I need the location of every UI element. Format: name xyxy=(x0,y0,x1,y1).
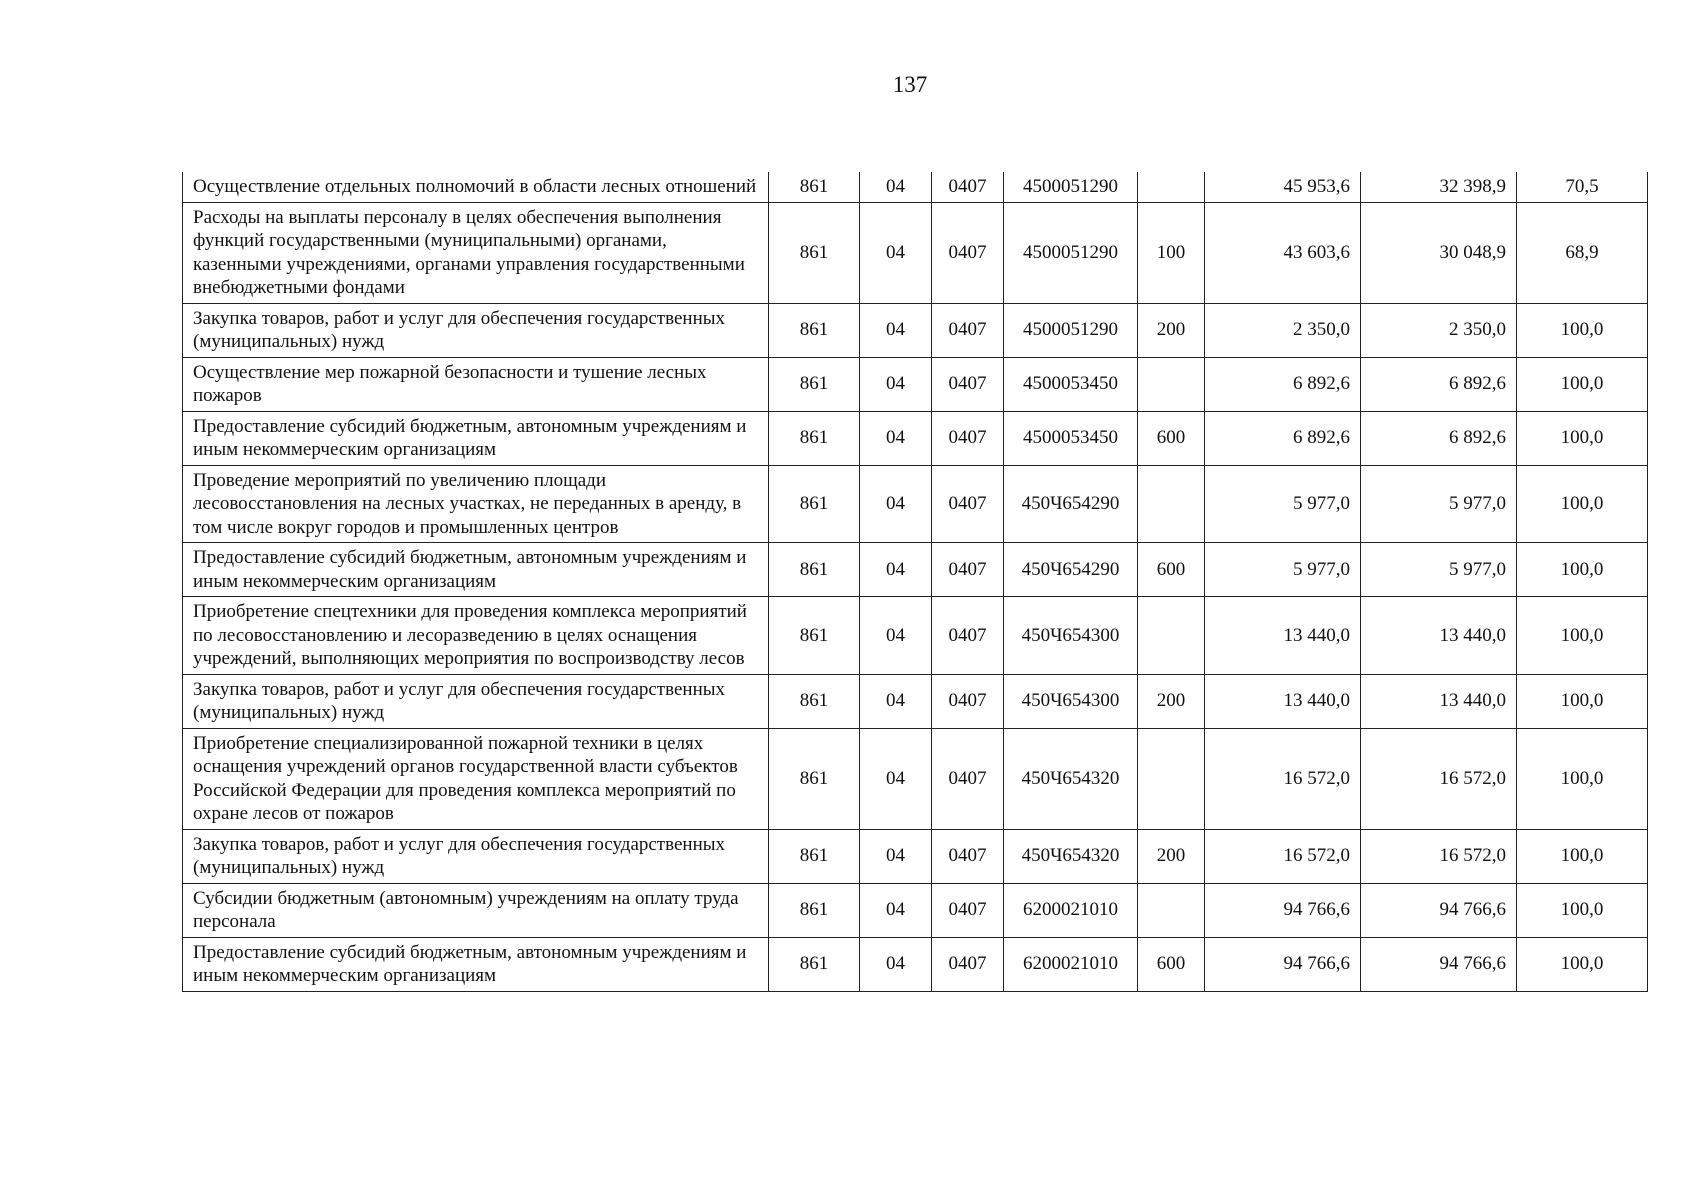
cell-actual-amount: 5 977,0 xyxy=(1361,543,1517,597)
cell-section: 04 xyxy=(860,674,932,728)
cell-glava: 861 xyxy=(769,728,860,829)
cell-expense-type xyxy=(1138,172,1205,202)
table-row xyxy=(183,172,1648,202)
cell-percent: 100,0 xyxy=(1517,465,1648,543)
cell-planned-amount: 5 977,0 xyxy=(1205,543,1361,597)
cell-target-article: 4500053450 xyxy=(1004,411,1138,465)
cell-expense-type: 600 xyxy=(1138,937,1205,991)
cell-expense-type: 200 xyxy=(1138,829,1205,883)
cell-percent: 68,9 xyxy=(1517,202,1648,303)
cell-expense-type xyxy=(1138,357,1205,411)
cell-subsection: 0407 xyxy=(932,597,1004,675)
cell-glava: 861 xyxy=(769,411,860,465)
cell-subsection: 0407 xyxy=(932,202,1004,303)
table-row xyxy=(183,357,1648,411)
cell-section: 04 xyxy=(860,728,932,829)
cell-description: Проведение мероприятий по увеличению площади лесовосстановления на лесных участках, не переданных в аренду, в том числе вокруг городов и промышленных центров xyxy=(183,465,769,543)
table-row xyxy=(183,543,1648,597)
cell-target-article: 450Ч654290 xyxy=(1004,465,1138,543)
cell-planned-amount: 43 603,6 xyxy=(1205,202,1361,303)
cell-subsection: 0407 xyxy=(932,829,1004,883)
table-row xyxy=(183,597,1648,675)
cell-expense-type xyxy=(1138,597,1205,675)
cell-section: 04 xyxy=(860,411,932,465)
cell-description: Приобретение спецтехники для проведения комплекса мероприятий по лесовосстановлению и лесоразведению в целях оснащения учреждений, выполняющих мероприятия по воспроизводству лесов xyxy=(183,597,769,675)
cell-percent: 100,0 xyxy=(1517,829,1648,883)
cell-subsection: 0407 xyxy=(932,172,1004,202)
table-row xyxy=(183,202,1648,303)
cell-actual-amount: 16 572,0 xyxy=(1361,728,1517,829)
table-row xyxy=(183,728,1648,829)
cell-description: Закупка товаров, работ и услуг для обеспечения государственных (муниципальных) нужд xyxy=(183,829,769,883)
cell-subsection: 0407 xyxy=(932,883,1004,937)
cell-planned-amount: 13 440,0 xyxy=(1205,597,1361,675)
table-row xyxy=(183,465,1648,543)
cell-target-article: 6200021010 xyxy=(1004,937,1138,991)
cell-target-article: 4500051290 xyxy=(1004,172,1138,202)
cell-subsection: 0407 xyxy=(932,728,1004,829)
cell-actual-amount: 13 440,0 xyxy=(1361,674,1517,728)
cell-actual-amount: 13 440,0 xyxy=(1361,597,1517,675)
cell-planned-amount: 2 350,0 xyxy=(1205,303,1361,357)
cell-section: 04 xyxy=(860,303,932,357)
cell-subsection: 0407 xyxy=(932,465,1004,543)
cell-glava: 861 xyxy=(769,543,860,597)
cell-subsection: 0407 xyxy=(932,674,1004,728)
cell-glava: 861 xyxy=(769,674,860,728)
cell-target-article: 450Ч654320 xyxy=(1004,829,1138,883)
cell-planned-amount: 16 572,0 xyxy=(1205,728,1361,829)
cell-description: Субсидии бюджетным (автономным) учреждениям на оплату труда персонала xyxy=(183,883,769,937)
cell-actual-amount: 94 766,6 xyxy=(1361,937,1517,991)
cell-target-article: 4500051290 xyxy=(1004,202,1138,303)
cell-subsection: 0407 xyxy=(932,411,1004,465)
cell-section: 04 xyxy=(860,597,932,675)
cell-percent: 70,5 xyxy=(1517,172,1648,202)
cell-planned-amount: 94 766,6 xyxy=(1205,937,1361,991)
cell-description: Закупка товаров, работ и услуг для обеспечения государственных (муниципальных) нужд xyxy=(183,674,769,728)
cell-section: 04 xyxy=(860,357,932,411)
cell-glava: 861 xyxy=(769,202,860,303)
cell-expense-type xyxy=(1138,883,1205,937)
cell-section: 04 xyxy=(860,883,932,937)
cell-actual-amount: 2 350,0 xyxy=(1361,303,1517,357)
cell-section: 04 xyxy=(860,172,932,202)
cell-expense-type: 600 xyxy=(1138,543,1205,597)
cell-actual-amount: 6 892,6 xyxy=(1361,357,1517,411)
cell-glava: 861 xyxy=(769,357,860,411)
table-row xyxy=(183,937,1648,991)
cell-percent: 100,0 xyxy=(1517,411,1648,465)
cell-description: Предоставление субсидий бюджетным, автономным учреждениям и иным некоммерческим организациям xyxy=(183,411,769,465)
cell-section: 04 xyxy=(860,829,932,883)
cell-planned-amount: 5 977,0 xyxy=(1205,465,1361,543)
cell-percent: 100,0 xyxy=(1517,597,1648,675)
cell-subsection: 0407 xyxy=(932,543,1004,597)
cell-description: Предоставление субсидий бюджетным, автономным учреждениям и иным некоммерческим организациям xyxy=(183,937,769,991)
cell-planned-amount: 45 953,6 xyxy=(1205,172,1361,202)
cell-subsection: 0407 xyxy=(932,303,1004,357)
cell-actual-amount: 6 892,6 xyxy=(1361,411,1517,465)
cell-planned-amount: 6 892,6 xyxy=(1205,411,1361,465)
cell-expense-type: 600 xyxy=(1138,411,1205,465)
cell-glava: 861 xyxy=(769,829,860,883)
cell-expense-type xyxy=(1138,728,1205,829)
cell-percent: 100,0 xyxy=(1517,883,1648,937)
cell-section: 04 xyxy=(860,543,932,597)
table-row xyxy=(183,829,1648,883)
cell-target-article: 450Ч654300 xyxy=(1004,674,1138,728)
budget-table xyxy=(182,172,1648,992)
table-row xyxy=(183,411,1648,465)
cell-percent: 100,0 xyxy=(1517,674,1648,728)
cell-percent: 100,0 xyxy=(1517,303,1648,357)
table-row xyxy=(183,303,1648,357)
cell-subsection: 0407 xyxy=(932,357,1004,411)
cell-target-article: 4500051290 xyxy=(1004,303,1138,357)
cell-planned-amount: 94 766,6 xyxy=(1205,883,1361,937)
cell-percent: 100,0 xyxy=(1517,357,1648,411)
cell-planned-amount: 13 440,0 xyxy=(1205,674,1361,728)
table-row xyxy=(183,883,1648,937)
cell-glava: 861 xyxy=(769,303,860,357)
cell-percent: 100,0 xyxy=(1517,728,1648,829)
table-row xyxy=(183,674,1648,728)
cell-glava: 861 xyxy=(769,597,860,675)
table-body xyxy=(183,172,1648,991)
cell-target-article: 4500053450 xyxy=(1004,357,1138,411)
cell-section: 04 xyxy=(860,465,932,543)
cell-section: 04 xyxy=(860,937,932,991)
page-number: 137 xyxy=(892,72,928,97)
cell-target-article: 450Ч654290 xyxy=(1004,543,1138,597)
cell-actual-amount: 30 048,9 xyxy=(1361,202,1517,303)
cell-expense-type xyxy=(1138,465,1205,543)
cell-actual-amount: 32 398,9 xyxy=(1361,172,1517,202)
cell-glava: 861 xyxy=(769,937,860,991)
cell-percent: 100,0 xyxy=(1517,543,1648,597)
cell-expense-type: 200 xyxy=(1138,674,1205,728)
cell-description: Предоставление субсидий бюджетным, автономным учреждениям и иным некоммерческим организациям xyxy=(183,543,769,597)
cell-description: Расходы на выплаты персоналу в целях обеспечения выполнения функций государственными (муниципальными) органами, казенными учреждениями, органами управления государственными внебюджетными фондами xyxy=(183,202,769,303)
cell-target-article: 450Ч654300 xyxy=(1004,597,1138,675)
cell-target-article: 450Ч654320 xyxy=(1004,728,1138,829)
cell-planned-amount: 6 892,6 xyxy=(1205,357,1361,411)
cell-expense-type: 200 xyxy=(1138,303,1205,357)
cell-planned-amount: 16 572,0 xyxy=(1205,829,1361,883)
cell-actual-amount: 94 766,6 xyxy=(1361,883,1517,937)
cell-percent: 100,0 xyxy=(1517,937,1648,991)
cell-actual-amount: 5 977,0 xyxy=(1361,465,1517,543)
cell-description: Осуществление отдельных полномочий в области лесных отношений xyxy=(183,172,769,202)
cell-target-article: 6200021010 xyxy=(1004,883,1138,937)
cell-description: Приобретение специализированной пожарной техники в целях оснащения учреждений органов государственной власти субъектов Российской Федерации для проведения комплекса мероприятий по охране лесов от пожаров xyxy=(183,728,769,829)
cell-subsection: 0407 xyxy=(932,937,1004,991)
cell-description: Осуществление мер пожарной безопасности и тушение лесных пожаров xyxy=(183,357,769,411)
cell-section: 04 xyxy=(860,202,932,303)
cell-glava: 861 xyxy=(769,465,860,543)
cell-glava: 861 xyxy=(769,172,860,202)
cell-description: Закупка товаров, работ и услуг для обеспечения государственных (муниципальных) нужд xyxy=(183,303,769,357)
cell-glava: 861 xyxy=(769,883,860,937)
cell-actual-amount: 16 572,0 xyxy=(1361,829,1517,883)
cell-expense-type: 100 xyxy=(1138,202,1205,303)
